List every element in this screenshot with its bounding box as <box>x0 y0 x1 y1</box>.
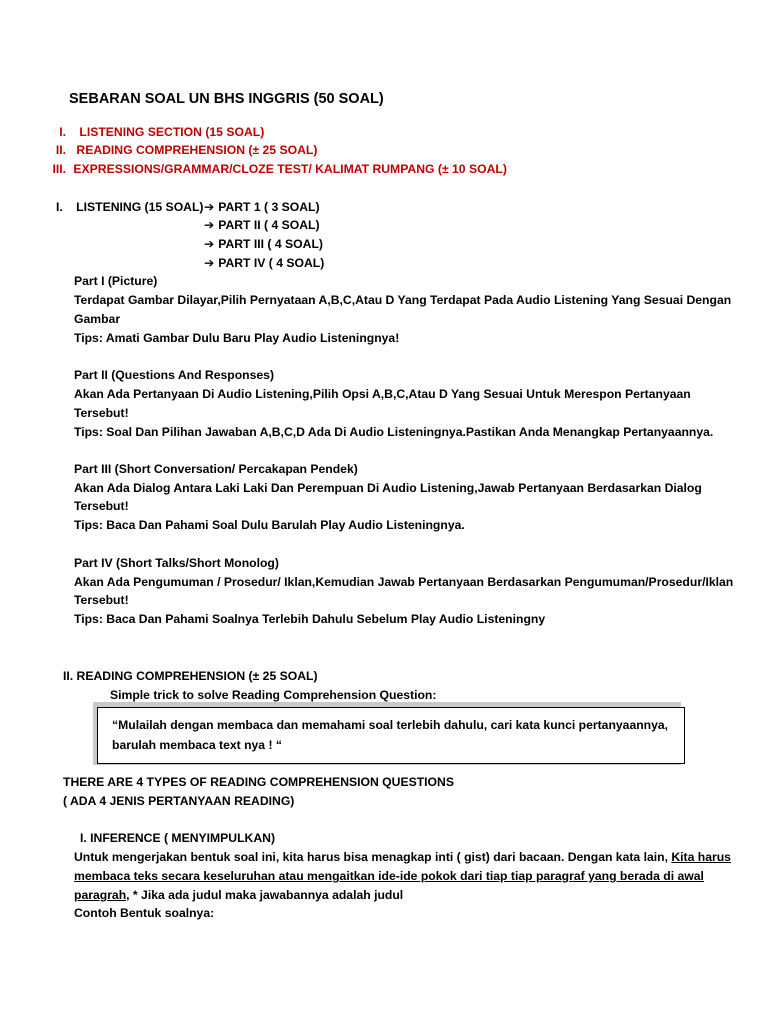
part1-text-line: Terdapat Gambar Dilayar,Pilih Pernyataan A,B,C,Atau D Yang Terdapat Pada Audio Listening Yang Sesuai Dengan <box>74 293 732 307</box>
part3-heading: Part III (Short Conversation/ Percakapan Pendek) <box>74 462 358 476</box>
reading-types-line: ( ADA 4 JENIS PERTANYAAN READING) <box>63 794 295 808</box>
page-title: SEBARAN SOAL UN BHS INGGRIS (50 SOAL) <box>69 91 384 107</box>
reading-trick-label: Simple trick to solve Reading Comprehension Question: <box>110 688 437 702</box>
parts-list-item: ➔ PART IV ( 4 SOAL) <box>204 256 325 270</box>
part3-tips: Tips: Baca Dan Pahami Soal Dulu Barulah Play Audio Listeningnya. <box>74 518 465 532</box>
overview-number: III. <box>52 162 66 176</box>
inference-example-label: Contoh Bentuk soalnya: <box>74 906 215 920</box>
reading-types-line: THERE ARE 4 TYPES OF READING COMPREHENSION QUESTIONS <box>63 775 454 789</box>
part3-text-line: Akan Ada Dialog Antara Laki Laki Dan Perempuan Di Audio Listening,Jawab Pertanyaan Berdasarkan Dialog <box>74 481 702 495</box>
inference-text-line: membaca teks secara keseluruhan atau mengaitkan ide-ide pokok dari tiap tiap paragraf yang berada di awal <box>74 869 704 883</box>
section-title: LISTENING (15 SOAL) <box>76 200 204 214</box>
parts-list-item: ➔ PART III ( 4 SOAL) <box>204 237 323 251</box>
underlined-text: paragrah, <box>74 888 130 902</box>
overview-text: LISTENING SECTION (15 SOAL) <box>79 125 265 139</box>
part1-text-line: Gambar <box>74 312 121 326</box>
overview-item-listening <box>56 123 264 141</box>
overview-item-expressions <box>50 160 507 178</box>
part3-text-line: Tersebut! <box>74 499 129 513</box>
part1-tips: Tips: Amati Gambar Dulu Baru Play Audio Listeningnya! <box>74 331 400 345</box>
inference-text-line: paragrah, * Jika ada judul maka jawabannya adalah judul <box>74 888 404 902</box>
reading-heading: II. READING COMPREHENSION (± 25 SOAL) <box>63 669 318 683</box>
part4-text-line: Akan Ada Pengumuman / Prosedur/ Iklan,Kemudian Jawab Pertanyaan Berdasarkan Pengumuman/Prosedur/Iklan <box>74 575 734 589</box>
overview-number: II. <box>55 143 66 157</box>
part1-heading: Part I (Picture) <box>74 274 158 288</box>
overview-number: I. <box>59 125 66 139</box>
part4-text-line: Tersebut! <box>74 593 129 607</box>
listening-heading <box>56 198 203 216</box>
quote-text-line: barulah membaca text nya ! “ <box>112 738 283 752</box>
part2-tips: Tips: Soal Dan Pilihan Jawaban A,B,C,D Ada Di Audio Listeningnya.Pastikan Anda Menangkap Pertanyaannya. <box>74 425 714 439</box>
arrow-right-icon: ➔ <box>204 218 215 232</box>
parts-list-item: ➔ PART 1 ( 3 SOAL) <box>204 200 320 214</box>
parts-list-item: ➔ PART II ( 4 SOAL) <box>204 218 320 232</box>
inference-text-line: Untuk mengerjakan bentuk soal ini, kita harus bisa menagkap inti ( gist) dari bacaan. Dengan kata lain, Kita harus <box>74 850 731 864</box>
arrow-right-icon: ➔ <box>204 256 215 270</box>
arrow-right-icon: ➔ <box>204 200 215 214</box>
part2-text-line: Akan Ada Pertanyaan Di Audio Listening,Pilih Opsi A,B,C,Atau D Yang Sesuai Untuk Merespon Pertanyaan <box>74 387 691 401</box>
quote-text-line: “Mulailah dengan membaca dan memahami soal terlebih dahulu, cari kata kunci pertanyaannya, <box>112 718 669 732</box>
part4-heading: Part IV (Short Talks/Short Monolog) <box>74 556 279 570</box>
part4-tips: Tips: Baca Dan Pahami Soalnya Terlebih Dahulu Sebelum Play Audio Listeningny <box>74 612 546 626</box>
overview-text: EXPRESSIONS/GRAMMAR/CLOZE TEST/ KALIMAT RUMPANG (± 10 SOAL) <box>73 162 507 176</box>
inference-heading: I. INFERENCE ( MENYIMPULKAN) <box>80 831 275 845</box>
overview-text: READING COMPREHENSION (± 25 SOAL) <box>76 143 318 157</box>
part2-text-line: Tersebut! <box>74 406 129 420</box>
part2-heading: Part II (Questions And Responses) <box>74 368 274 382</box>
underlined-text: Kita harus <box>671 850 731 864</box>
arrow-right-icon: ➔ <box>204 237 215 251</box>
overview-item-reading <box>53 141 317 159</box>
section-number: I. <box>56 200 63 214</box>
